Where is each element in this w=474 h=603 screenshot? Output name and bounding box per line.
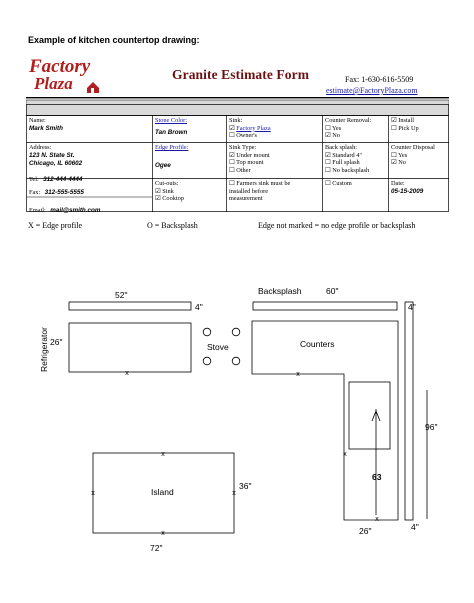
unchecked-box-icon: ☐ <box>229 166 235 174</box>
page-title: Example of kitchen countertop drawing: <box>28 35 200 45</box>
edge-profile-mark: x <box>375 516 379 523</box>
side-backsplash-strip <box>405 302 413 520</box>
name-value[interactable]: Mark Smith <box>29 125 63 132</box>
edge-profile-mark: x <box>161 530 165 537</box>
unchecked-box-icon: ☐ <box>325 180 331 187</box>
dim-52-label: 52" <box>115 290 128 300</box>
date-label: Date: <box>391 180 405 187</box>
address-label: Address: <box>29 144 52 151</box>
left-backsplash-strip <box>69 302 191 310</box>
backsplash-none[interactable]: ☐ No backsplash <box>325 166 370 174</box>
stone-color-label: Stone Color: <box>155 117 188 124</box>
countertop-drawing <box>0 270 474 603</box>
dim-72-label: 72" <box>150 543 163 553</box>
edge-profile-mark: x <box>343 451 347 458</box>
stone-color-value[interactable]: Tan Brown <box>155 129 188 136</box>
stove-label: Stove <box>207 342 229 352</box>
unchecked-box-icon: ☐ <box>229 132 235 139</box>
unchecked-box-icon: ☐ <box>325 124 331 132</box>
estimate-form <box>26 104 449 212</box>
farmers-note-line2: installed before <box>229 187 268 195</box>
address-line1[interactable]: 123 N. State St. <box>29 152 75 159</box>
legend-not-marked: Edge not marked = no edge profile or backsplash <box>258 221 416 230</box>
tel-field[interactable]: Tel: 312-444-4444 <box>29 176 83 183</box>
sink-type-under-mount[interactable]: ☑ Under mount <box>229 151 270 159</box>
backsplash-full[interactable]: ☐ Full splash <box>325 159 360 166</box>
dim-4-bottom-label: 4" <box>411 522 419 532</box>
dim-26-left-label: 26" <box>50 337 63 347</box>
counter-removal-no[interactable]: ☑ No <box>325 132 340 139</box>
sink-type-top-mount[interactable]: ☐ Top mount <box>229 159 264 166</box>
unchecked-box-icon: ☐ <box>229 159 235 166</box>
edge-profile-label: Edge Profile: <box>155 144 189 151</box>
unchecked-box-icon: ☐ <box>325 166 331 174</box>
dim-36-label: 36" <box>239 481 252 491</box>
dim-26-bottom-label: 26" <box>359 526 372 536</box>
edge-profile-mark: x <box>91 490 95 497</box>
logo-text-line1: Factory <box>29 56 91 77</box>
factory-plaza-logo <box>27 52 113 98</box>
counters-label: Counters <box>300 339 335 349</box>
stove-burner-icon <box>203 328 211 336</box>
stove-burner-icon <box>232 328 240 336</box>
checked-box-icon: ☑ <box>229 124 235 132</box>
counter-disposal-label: Counter Disposal <box>391 144 435 151</box>
edge-profile-value[interactable]: Ogee <box>155 162 171 169</box>
backsplash-label-drawing: Backsplash <box>258 286 302 296</box>
edge-profile-mark: x <box>296 371 300 378</box>
edge-profile-mark: x <box>125 370 129 377</box>
fax-field[interactable]: Fax: 312-555-5555 <box>29 189 84 196</box>
dim-60-label: 60" <box>326 286 339 296</box>
sink-option-factory-plaza[interactable]: ☑ Factory Plaza <box>229 124 271 132</box>
checked-box-icon: ☑ <box>155 195 161 202</box>
counter-removal-label: Counter Removal: <box>325 117 372 124</box>
cutout-cooktop[interactable]: ☑ Cooktop <box>155 195 184 202</box>
edge-profile-mark: x <box>232 490 236 497</box>
logo-text-line2: Plaza <box>34 74 73 93</box>
form-title: Granite Estimate Form <box>172 67 310 82</box>
email-field[interactable]: Email: mail@smith.com <box>29 207 101 214</box>
checked-box-icon: ☑ <box>391 117 397 124</box>
stove-burner-icon <box>232 357 240 365</box>
farmers-note-line3: measurement <box>229 195 263 202</box>
company-email-link[interactable]: estimate@FactoryPlaza.com <box>326 86 418 95</box>
dim-96-label: 96" <box>425 422 438 432</box>
pickup-option[interactable]: ☐ Pick Up <box>391 124 419 132</box>
cutouts-label: Cut-outs: <box>155 180 179 187</box>
backsplash-custom[interactable]: ☐ Custom <box>325 180 352 187</box>
backsplash-label: Back splash: <box>325 144 358 151</box>
unchecked-box-icon: ☐ <box>391 124 397 132</box>
sink-type-label: Sink Type: <box>229 144 257 151</box>
checked-box-icon: ☑ <box>325 151 331 159</box>
sink-label: Sink: <box>229 117 243 124</box>
install-option[interactable]: ☑ Install <box>391 117 414 124</box>
dim-4-left-label: 4" <box>195 302 203 312</box>
island-label: Island <box>151 487 174 497</box>
checked-box-icon: ☑ <box>155 187 161 195</box>
disposal-no[interactable]: ☑ No <box>391 159 406 166</box>
cutout-sink[interactable]: ☑ Sink <box>155 187 174 195</box>
left-counter <box>69 323 191 372</box>
unchecked-box-icon: ☐ <box>229 180 235 187</box>
sink-cutout <box>349 382 390 449</box>
address-line2[interactable]: Chicago, IL 60602 <box>29 160 83 167</box>
backsplash-standard[interactable]: ☑ Standard 4" <box>325 151 362 159</box>
legend-edge-profile: X = Edge profile <box>28 221 83 230</box>
refrigerator-label: Refrigerator <box>39 327 49 372</box>
counter-removal-yes[interactable]: ☐ Yes <box>325 124 342 132</box>
unchecked-box-icon: ☐ <box>391 151 397 159</box>
dim-63-label: 63 <box>372 472 382 482</box>
checked-box-icon: ☑ <box>391 159 397 166</box>
farmers-sink-note[interactable]: ☐ Farmers sink must be <box>229 180 291 187</box>
sink-option-owners[interactable]: ☐ Owner's <box>229 132 257 139</box>
sink-type-other[interactable]: ☐ Other <box>229 166 251 174</box>
stove-burner-icon <box>203 357 211 365</box>
checked-box-icon: ☑ <box>325 132 331 139</box>
date-value[interactable]: 05-15-2009 <box>391 188 424 195</box>
disposal-yes[interactable]: ☐ Yes <box>391 151 408 159</box>
dim-4-right-label: 4" <box>408 302 416 312</box>
unchecked-box-icon: ☐ <box>325 159 331 166</box>
legend-backsplash: O = Backsplash <box>147 221 198 230</box>
edge-profile-mark: x <box>161 451 165 458</box>
checked-box-icon: ☑ <box>229 151 235 159</box>
company-fax: Fax: 1-630-616-5509 <box>345 75 414 84</box>
right-backsplash-strip <box>253 302 397 310</box>
name-label: Name: <box>29 117 46 124</box>
